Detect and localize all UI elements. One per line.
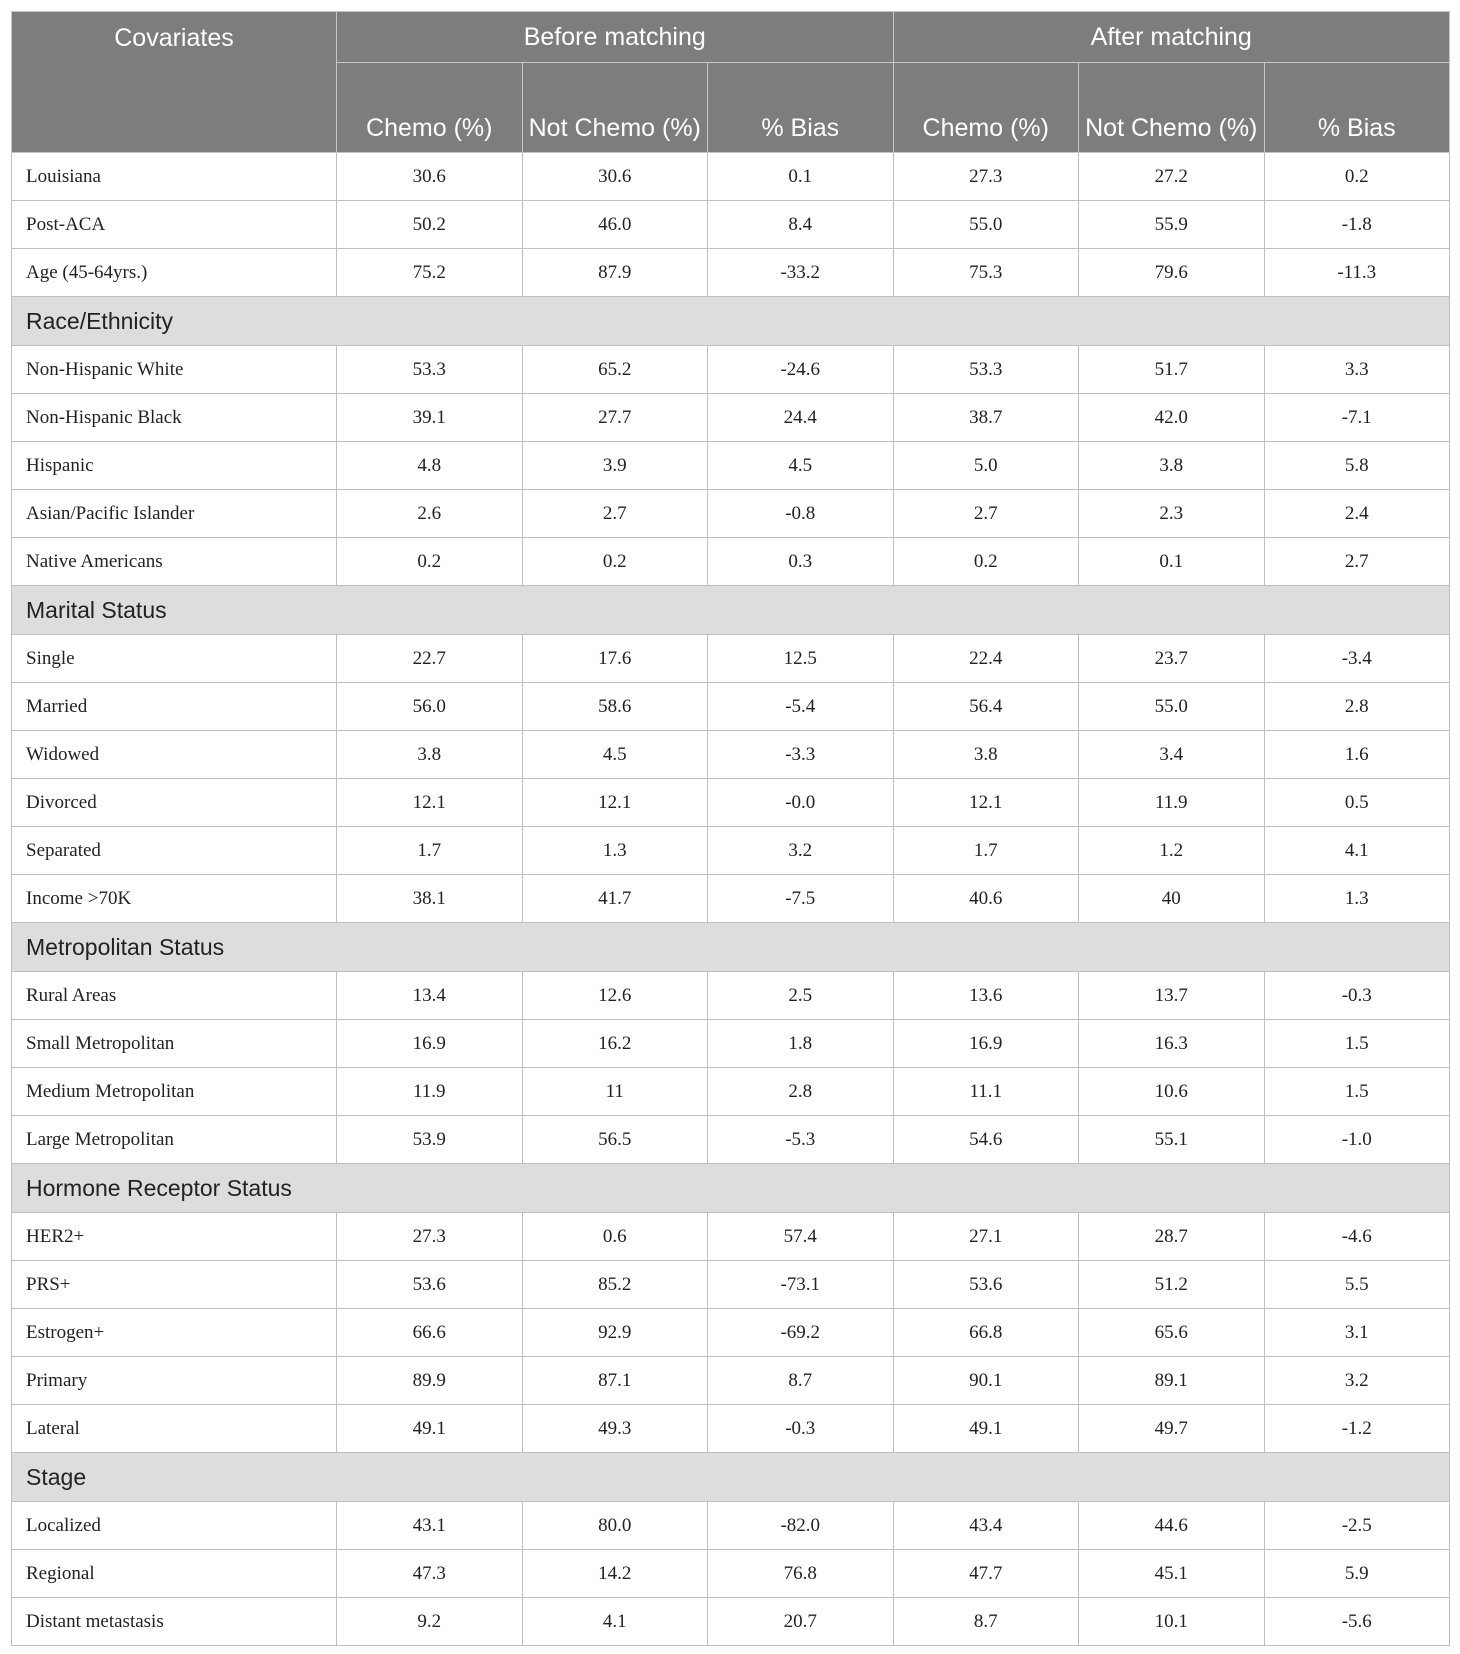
value-cell: 90.1: [893, 1357, 1079, 1405]
value-cell: 12.5: [708, 635, 894, 683]
value-cell: 47.7: [893, 1550, 1079, 1598]
row-label: Asian/Pacific Islander: [12, 490, 337, 538]
value-cell: 66.8: [893, 1309, 1079, 1357]
table-row: [12, 1261, 1450, 1309]
value-cell: 12.6: [522, 972, 708, 1020]
value-cell: -69.2: [708, 1309, 894, 1357]
value-cell: 4.1: [522, 1598, 708, 1646]
value-cell: 79.6: [1079, 249, 1265, 297]
value-cell: 23.7: [1079, 635, 1265, 683]
value-cell: 1.7: [893, 827, 1079, 875]
value-cell: 30.6: [522, 153, 708, 201]
header-before-chemo: Chemo (%): [337, 63, 523, 153]
value-cell: 1.3: [522, 827, 708, 875]
value-cell: -73.1: [708, 1261, 894, 1309]
section-row: [12, 586, 1450, 635]
value-cell: 16.9: [893, 1020, 1079, 1068]
value-cell: 27.3: [893, 153, 1079, 201]
row-label: Age (45-64yrs.): [12, 249, 337, 297]
value-cell: 2.3: [1079, 490, 1265, 538]
value-cell: 43.4: [893, 1502, 1079, 1550]
value-cell: 47.3: [337, 1550, 523, 1598]
value-cell: 92.9: [522, 1309, 708, 1357]
header-after-bias: % Bias: [1264, 63, 1450, 153]
table-row: [12, 538, 1450, 586]
value-cell: 56.4: [893, 683, 1079, 731]
value-cell: 27.1: [893, 1213, 1079, 1261]
value-cell: -82.0: [708, 1502, 894, 1550]
row-label: Married: [12, 683, 337, 731]
table-row: [12, 394, 1450, 442]
table-body: [12, 153, 1450, 1646]
value-cell: 13.6: [893, 972, 1079, 1020]
section-label: Hormone Receptor Status: [12, 1164, 1450, 1213]
row-label: Lateral: [12, 1405, 337, 1453]
value-cell: 0.2: [1264, 153, 1450, 201]
value-cell: 56.5: [522, 1116, 708, 1164]
value-cell: 28.7: [1079, 1213, 1265, 1261]
row-label: Louisiana: [12, 153, 337, 201]
row-label: HER2+: [12, 1213, 337, 1261]
value-cell: 39.1: [337, 394, 523, 442]
table-row: [12, 249, 1450, 297]
value-cell: 10.6: [1079, 1068, 1265, 1116]
value-cell: 85.2: [522, 1261, 708, 1309]
value-cell: 13.7: [1079, 972, 1265, 1020]
row-label: Large Metropolitan: [12, 1116, 337, 1164]
section-row: [12, 923, 1450, 972]
value-cell: 11.9: [1079, 779, 1265, 827]
value-cell: 11: [522, 1068, 708, 1116]
table-row: [12, 153, 1450, 201]
row-label: Medium Metropolitan: [12, 1068, 337, 1116]
table-row: [12, 1213, 1450, 1261]
table-row: [12, 1550, 1450, 1598]
value-cell: 75.2: [337, 249, 523, 297]
value-cell: 54.6: [893, 1116, 1079, 1164]
value-cell: 0.1: [708, 153, 894, 201]
table-row: [12, 346, 1450, 394]
covariate-balance-table: [11, 11, 1450, 1646]
table-row: [12, 1068, 1450, 1116]
table-row: [12, 683, 1450, 731]
value-cell: 2.6: [337, 490, 523, 538]
value-cell: 1.3: [1264, 875, 1450, 923]
value-cell: 3.4: [1079, 731, 1265, 779]
value-cell: 3.2: [708, 827, 894, 875]
value-cell: 40: [1079, 875, 1265, 923]
value-cell: 16.3: [1079, 1020, 1265, 1068]
value-cell: 87.1: [522, 1357, 708, 1405]
value-cell: 65.6: [1079, 1309, 1265, 1357]
value-cell: 56.0: [337, 683, 523, 731]
value-cell: 1.6: [1264, 731, 1450, 779]
value-cell: 53.6: [893, 1261, 1079, 1309]
value-cell: 22.4: [893, 635, 1079, 683]
table-row: [12, 827, 1450, 875]
header-before-matching: Before matching: [337, 12, 894, 63]
value-cell: 76.8: [708, 1550, 894, 1598]
table-row: [12, 1020, 1450, 1068]
table-row: [12, 201, 1450, 249]
value-cell: 17.6: [522, 635, 708, 683]
value-cell: 55.0: [1079, 683, 1265, 731]
value-cell: 55.9: [1079, 201, 1265, 249]
row-label: Rural Areas: [12, 972, 337, 1020]
value-cell: 2.8: [708, 1068, 894, 1116]
value-cell: 51.7: [1079, 346, 1265, 394]
value-cell: 89.9: [337, 1357, 523, 1405]
row-label: Separated: [12, 827, 337, 875]
value-cell: -0.3: [708, 1405, 894, 1453]
value-cell: -1.8: [1264, 201, 1450, 249]
value-cell: 3.1: [1264, 1309, 1450, 1357]
value-cell: 53.6: [337, 1261, 523, 1309]
value-cell: 3.2: [1264, 1357, 1450, 1405]
value-cell: 3.8: [1079, 442, 1265, 490]
section-label: Race/Ethnicity: [12, 297, 1450, 346]
value-cell: 51.2: [1079, 1261, 1265, 1309]
value-cell: 0.5: [1264, 779, 1450, 827]
value-cell: 8.7: [893, 1598, 1079, 1646]
value-cell: 50.2: [337, 201, 523, 249]
header-before-not-chemo: Not Chemo (%): [522, 63, 708, 153]
value-cell: 2.4: [1264, 490, 1450, 538]
table-row: [12, 731, 1450, 779]
value-cell: 1.5: [1264, 1068, 1450, 1116]
value-cell: 53.3: [893, 346, 1079, 394]
table-row: [12, 1116, 1450, 1164]
value-cell: -3.3: [708, 731, 894, 779]
header-after-not-chemo: Not Chemo (%): [1079, 63, 1265, 153]
row-label: Primary: [12, 1357, 337, 1405]
row-label: Widowed: [12, 731, 337, 779]
value-cell: 1.8: [708, 1020, 894, 1068]
value-cell: -24.6: [708, 346, 894, 394]
value-cell: 49.1: [893, 1405, 1079, 1453]
value-cell: 12.1: [522, 779, 708, 827]
value-cell: 45.1: [1079, 1550, 1265, 1598]
table-row: [12, 1598, 1450, 1646]
value-cell: 41.7: [522, 875, 708, 923]
table-row: [12, 490, 1450, 538]
value-cell: 16.9: [337, 1020, 523, 1068]
value-cell: 9.2: [337, 1598, 523, 1646]
value-cell: 0.2: [893, 538, 1079, 586]
value-cell: -0.8: [708, 490, 894, 538]
value-cell: 12.1: [337, 779, 523, 827]
value-cell: 49.1: [337, 1405, 523, 1453]
row-label: Hispanic: [12, 442, 337, 490]
row-label: Localized: [12, 1502, 337, 1550]
row-label: Regional: [12, 1550, 337, 1598]
row-label: Post-ACA: [12, 201, 337, 249]
value-cell: 5.9: [1264, 1550, 1450, 1598]
row-label: Non-Hispanic White: [12, 346, 337, 394]
value-cell: 4.1: [1264, 827, 1450, 875]
value-cell: 38.1: [337, 875, 523, 923]
row-label: PRS+: [12, 1261, 337, 1309]
value-cell: 0.1: [1079, 538, 1265, 586]
row-label: Non-Hispanic Black: [12, 394, 337, 442]
section-label: Marital Status: [12, 586, 1450, 635]
value-cell: 16.2: [522, 1020, 708, 1068]
value-cell: 27.7: [522, 394, 708, 442]
value-cell: 1.5: [1264, 1020, 1450, 1068]
value-cell: -5.4: [708, 683, 894, 731]
value-cell: 43.1: [337, 1502, 523, 1550]
row-label: Divorced: [12, 779, 337, 827]
header-after-matching: After matching: [893, 12, 1450, 63]
value-cell: 2.7: [1264, 538, 1450, 586]
value-cell: 30.6: [337, 153, 523, 201]
value-cell: 27.2: [1079, 153, 1265, 201]
value-cell: 66.6: [337, 1309, 523, 1357]
value-cell: -11.3: [1264, 249, 1450, 297]
header-row-groups: [12, 12, 1450, 63]
section-label: Metropolitan Status: [12, 923, 1450, 972]
value-cell: 14.2: [522, 1550, 708, 1598]
value-cell: -1.2: [1264, 1405, 1450, 1453]
value-cell: -33.2: [708, 249, 894, 297]
value-cell: 3.9: [522, 442, 708, 490]
value-cell: 38.7: [893, 394, 1079, 442]
section-row: [12, 1164, 1450, 1213]
table-row: [12, 442, 1450, 490]
value-cell: 8.7: [708, 1357, 894, 1405]
value-cell: 58.6: [522, 683, 708, 731]
value-cell: 2.8: [1264, 683, 1450, 731]
value-cell: 3.8: [893, 731, 1079, 779]
header-before-bias: % Bias: [708, 63, 894, 153]
value-cell: 87.9: [522, 249, 708, 297]
value-cell: 0.3: [708, 538, 894, 586]
table-row: [12, 1357, 1450, 1405]
table-row: [12, 1309, 1450, 1357]
value-cell: 2.7: [522, 490, 708, 538]
value-cell: 13.4: [337, 972, 523, 1020]
value-cell: 2.7: [893, 490, 1079, 538]
table-row: [12, 779, 1450, 827]
value-cell: -7.5: [708, 875, 894, 923]
value-cell: -1.0: [1264, 1116, 1450, 1164]
value-cell: -2.5: [1264, 1502, 1450, 1550]
value-cell: 65.2: [522, 346, 708, 394]
value-cell: 0.6: [522, 1213, 708, 1261]
value-cell: 5.8: [1264, 442, 1450, 490]
value-cell: 4.5: [708, 442, 894, 490]
value-cell: 20.7: [708, 1598, 894, 1646]
section-label: Stage: [12, 1453, 1450, 1502]
value-cell: 53.3: [337, 346, 523, 394]
value-cell: 8.4: [708, 201, 894, 249]
value-cell: 57.4: [708, 1213, 894, 1261]
value-cell: 12.1: [893, 779, 1079, 827]
row-label: Small Metropolitan: [12, 1020, 337, 1068]
value-cell: 44.6: [1079, 1502, 1265, 1550]
section-row: [12, 297, 1450, 346]
value-cell: 49.7: [1079, 1405, 1265, 1453]
value-cell: 1.2: [1079, 827, 1265, 875]
header-after-chemo: Chemo (%): [893, 63, 1079, 153]
header-covariates: Covariates: [12, 12, 337, 153]
table-row: [12, 875, 1450, 923]
value-cell: 89.1: [1079, 1357, 1265, 1405]
value-cell: 3.3: [1264, 346, 1450, 394]
value-cell: 24.4: [708, 394, 894, 442]
value-cell: 5.0: [893, 442, 1079, 490]
value-cell: 42.0: [1079, 394, 1265, 442]
row-label: Native Americans: [12, 538, 337, 586]
value-cell: 80.0: [522, 1502, 708, 1550]
table-row: [12, 1405, 1450, 1453]
value-cell: 49.3: [522, 1405, 708, 1453]
table-row: [12, 972, 1450, 1020]
value-cell: 53.9: [337, 1116, 523, 1164]
section-row: [12, 1453, 1450, 1502]
value-cell: -5.6: [1264, 1598, 1450, 1646]
value-cell: -0.0: [708, 779, 894, 827]
value-cell: 10.1: [1079, 1598, 1265, 1646]
row-label: Distant metastasis: [12, 1598, 337, 1646]
value-cell: 55.1: [1079, 1116, 1265, 1164]
table-row: [12, 635, 1450, 683]
value-cell: 2.5: [708, 972, 894, 1020]
value-cell: -4.6: [1264, 1213, 1450, 1261]
value-cell: 11.1: [893, 1068, 1079, 1116]
value-cell: -5.3: [708, 1116, 894, 1164]
row-label: Single: [12, 635, 337, 683]
value-cell: 4.8: [337, 442, 523, 490]
row-label: Income >70K: [12, 875, 337, 923]
value-cell: 55.0: [893, 201, 1079, 249]
value-cell: 0.2: [522, 538, 708, 586]
value-cell: 5.5: [1264, 1261, 1450, 1309]
value-cell: 46.0: [522, 201, 708, 249]
value-cell: 22.7: [337, 635, 523, 683]
value-cell: 3.8: [337, 731, 523, 779]
value-cell: 75.3: [893, 249, 1079, 297]
value-cell: -0.3: [1264, 972, 1450, 1020]
value-cell: -7.1: [1264, 394, 1450, 442]
value-cell: 1.7: [337, 827, 523, 875]
table-row: [12, 1502, 1450, 1550]
value-cell: 27.3: [337, 1213, 523, 1261]
value-cell: -3.4: [1264, 635, 1450, 683]
value-cell: 0.2: [337, 538, 523, 586]
row-label: Estrogen+: [12, 1309, 337, 1357]
value-cell: 40.6: [893, 875, 1079, 923]
value-cell: 4.5: [522, 731, 708, 779]
value-cell: 11.9: [337, 1068, 523, 1116]
